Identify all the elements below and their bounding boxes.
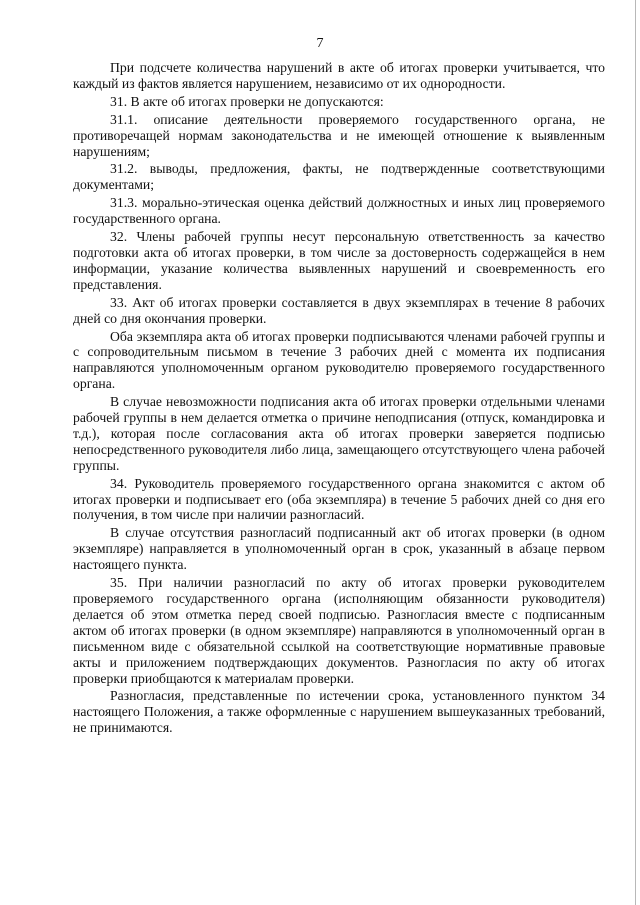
page-number: 7 [316,36,324,51]
paragraph-counting-violations: При подсчете количества нарушений в акте об итогах проверки учитывается, что каждый из фактов является нарушением, независимо от их однородности. [73,60,605,91]
paragraph-34: 34. Руководитель проверяемого государственного органа знакомится с актом об итогах проверки и подписывает его (оба экземпляра) в течение 5 рабочих дней со дня его получения, в том числе при наличии разногласий. [73,475,605,523]
document-body [73,60,605,738]
paragraph-31-3: 31.3. морально-этическая оценка действий должностных и иных лиц проверяемого государственного органа. [73,195,605,227]
paragraph-31-2: 31.2. выводы, предложения, факты, не подтвержденные соответствующими документами; [73,161,605,193]
paragraph-32: 32. Члены рабочей группы несут персональную ответственность за качество подготовки акта об итогах проверки, в том числе за достоверность содержащейся в нем информации, указание количества выявленных нарушений и своевременность его представления. [73,229,605,292]
scan-edge-line [635,0,636,905]
paragraph-33-signing: Оба экземпляра акта об итогах проверки подписываются членами рабочей группы и с сопроводительным письмом в течение 3 рабочих дней с момента их подписания направляются уполномоченным органом руководителю проверяемого государственного органа. [73,328,605,392]
paragraph-31-1: 31.1. описание деятельности проверяемого государственного органа, не противоречащей нормам законодательства и не имеющей отношение к выявленным нарушениям; [73,111,605,159]
paragraph-33: 33. Акт об итогах проверки составляется в двух экземплярах в течение 8 рабочих дней со дня окончания проверки. [73,294,605,326]
paragraph-35-late-disagreements: Разногласия, представленные по истечении срока, установленного пунктом 34 настоящего Положения, а также оформленные с нарушением вышеуказанных требований, не принимаются. [73,688,605,736]
paragraph-33-impossibility: В случае невозможности подписания акта об итогах проверки отдельными членами рабочей группы в нем делается отметка о причине неподписания (отпуск, командировка и т.д.), которая после согласования акта об итогах проверки заверяется подписью непосредственного руководителя либо лица, замещающего отсутствующего члена рабочей группы. [73,394,605,473]
paragraph-34-no-disagreements: В случае отсутствия разногласий подписанный акт об итогах проверки (в одном экземпляре) направляется в уполномоченный орган в срок, указанный в абзаце первом настоящего пункта. [73,525,605,573]
paragraph-35: 35. При наличии разногласий по акту об итогах проверки руководителем проверяемого государственного органа (исполняющим обязанности руководителя) делается об этом отметка перед своей подписью. Разногласия вместе с подписанным актом об итогах проверки (в одном экземпляре) направляются в уполномоченный орган в письменном виде с обязательной ссылкой на соответствующие нормативные правовые акты и приложением подтверждающих документов. Разногласия по акту об итогах проверки приобщаются к материалам проверки. [73,575,605,686]
paragraph-31: 31. В акте об итогах проверки не допускаются: [110,93,384,109]
